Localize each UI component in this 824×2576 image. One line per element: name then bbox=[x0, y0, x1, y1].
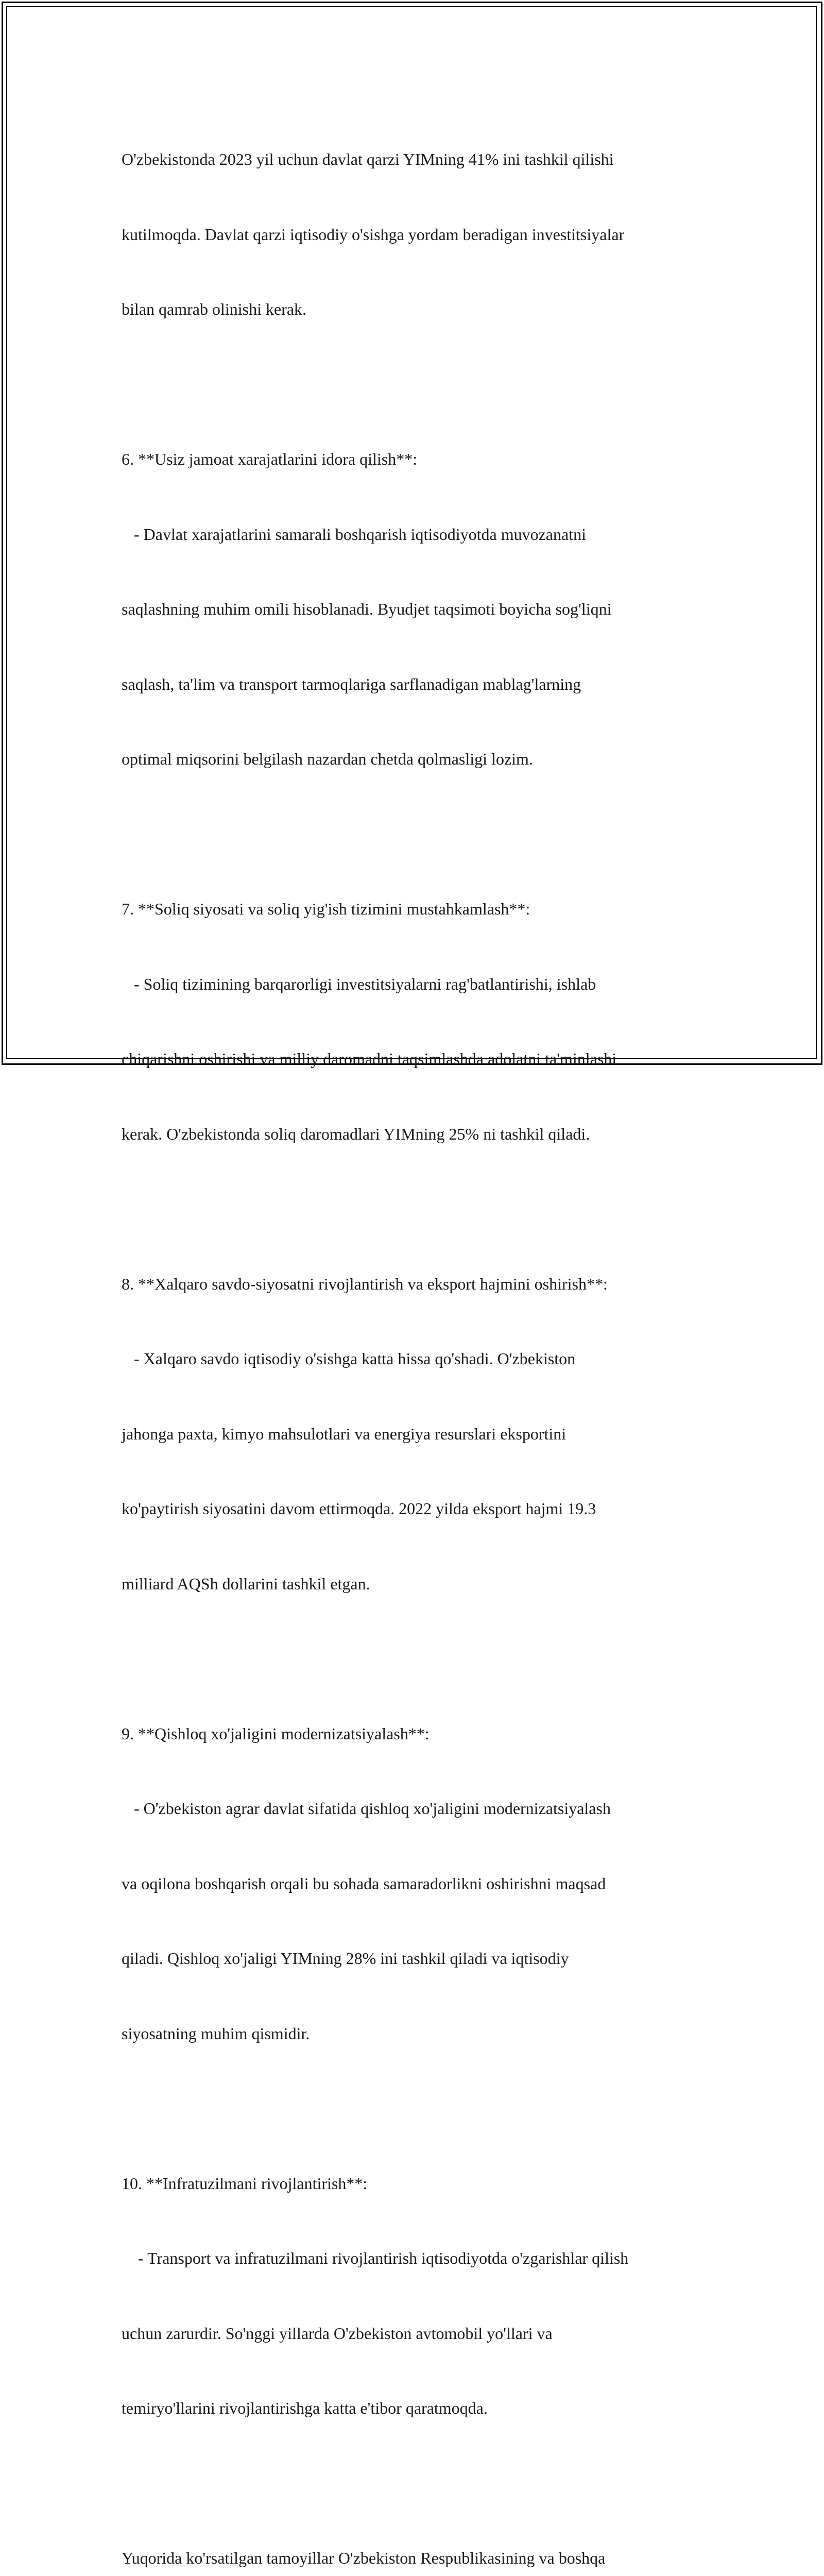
section-body-line: siyosatning muhim qismidir. bbox=[122, 2024, 310, 2043]
section-body-line: temiryo'llarini rivojlantirishga katta e'tibor qaratmoqda. bbox=[122, 2399, 488, 2417]
document-body bbox=[122, 97, 729, 2576]
section-heading: 7. **Soliq siyosati va soliq yig'ish tizimini mustahkamlash**: bbox=[122, 900, 530, 918]
section-body-line: va oqilona boshqarish orqali bu sohada samaradorlikni oshirishni maqsad bbox=[122, 1874, 606, 1893]
conclusion-line: Yuqorida ko'rsatilgan tamoyillar O'zbekiston Respublikasining va boshqa bbox=[122, 2549, 606, 2567]
section-heading: 6. **Usiz jamoat xarajatlarini idora qilish**: bbox=[122, 450, 418, 468]
section-body-line: uchun zarurdir. So'nggi yillarda O'zbekiston avtomobil yo'llari va bbox=[122, 2324, 553, 2343]
section-body-line: milliard AQSh dollarini tashkil etgan. bbox=[122, 1574, 370, 1593]
intro-paragraph bbox=[122, 97, 729, 372]
section-8 bbox=[122, 1222, 729, 1647]
section-body-line: qiladi. Qishloq xo'jaligi YIMning 28% ini tashkil qiladi va iqtisodiy bbox=[122, 1949, 569, 1968]
section-9 bbox=[122, 1671, 729, 2096]
section-body-line: ko'paytirish siyosatini davom ettirmoqda. 2022 yilda eksport hajmi 19.3 bbox=[122, 1499, 596, 1518]
section-body-line: saqlash, ta'lim va transport tarmoqlariga sarflanadigan mablag'larning bbox=[122, 674, 581, 693]
section-6 bbox=[122, 397, 729, 822]
section-body-line: kerak. O'zbekistonda soliq daromadlari YIMning 25% ni tashkil qiladi. bbox=[122, 1124, 590, 1143]
section-7 bbox=[122, 846, 729, 1196]
section-body-line: jahonga paxta, kimyo mahsulotlari va energiya resurslari eksportini bbox=[122, 1424, 566, 1443]
section-heading: 10. **Infratuzilmani rivojlantirish**: bbox=[122, 2174, 368, 2193]
section-body-line: - Transport va infratuzilmani rivojlantirish iqtisodiyotda o'zgarishlar qilish bbox=[122, 2249, 629, 2267]
section-body-line: optimal miqsorini belgilash nazardan chetda qolmasligi lozim. bbox=[122, 750, 533, 768]
intro-line: kutilmoqda. Davlat qarzi iqtisodiy o'sishga yordam beradigan investitsiyalar bbox=[122, 225, 625, 244]
intro-line: O'zbekistonda 2023 yil uchun davlat qarzi YIMning 41% ini tashkil qilishi bbox=[122, 150, 614, 168]
intro-line: bilan qamrab olinishi kerak. bbox=[122, 300, 307, 318]
section-heading: 9. **Qishloq xo'jaligini modernizatsiyalash**: bbox=[122, 1724, 430, 1743]
section-heading: 8. **Xalqaro savdo-siyosatni rivojlantirish va eksport hajmini oshirish**: bbox=[122, 1274, 608, 1293]
section-body-line: - Xalqaro savdo iqtisodiy o'sishga katta hissa qo'shadi. O'zbekiston bbox=[122, 1349, 576, 1368]
section-body-line: - Davlat xarajatlarini samarali boshqarish iqtisodiyotda muvozanatni bbox=[122, 524, 586, 544]
section-body-line: saqlashning muhim omili hisoblanadi. Byudjet taqsimoti boyicha sog'liqni bbox=[122, 600, 612, 618]
section-10 bbox=[122, 2121, 729, 2471]
conclusion-paragraph bbox=[122, 2496, 729, 2576]
section-body-line: - Soliq tizimining barqarorligi investitsiyalarni rag'batlantirishi, ishlab bbox=[122, 974, 596, 993]
section-body-line: - O'zbekiston agrar davlat sifatida qishloq xo'jaligini modernizatsiyalash bbox=[122, 1799, 611, 1818]
section-body-line: chiqarishni oshirishi va milliy daromadni taqsimlashda adolatni ta'minlashi bbox=[122, 1049, 617, 1068]
